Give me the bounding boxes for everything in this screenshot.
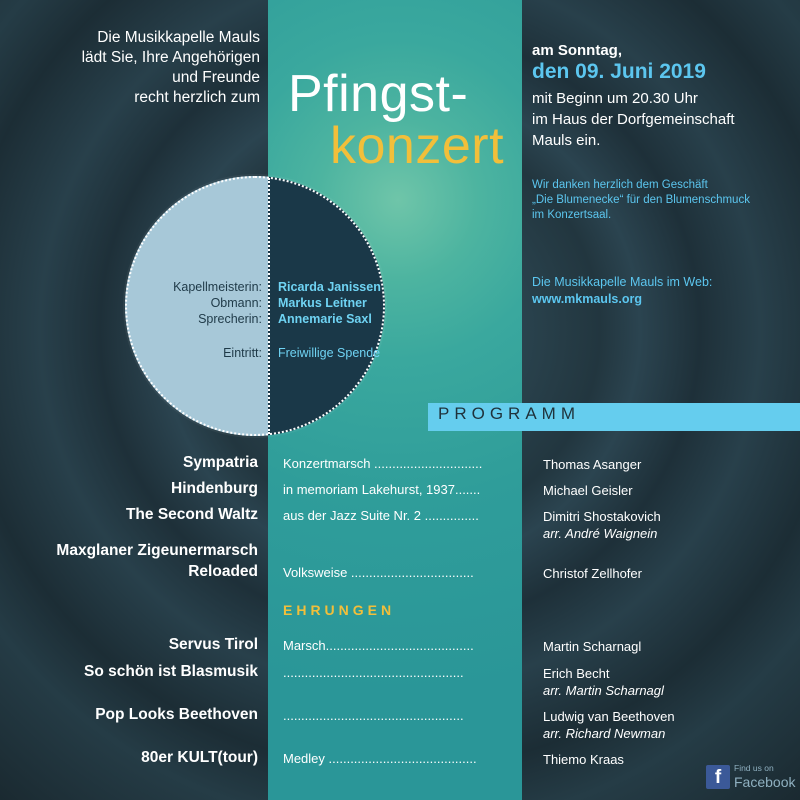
- piece-composer: Michael Geisler: [543, 483, 633, 498]
- honors-heading: EHRUNGEN: [283, 602, 396, 618]
- piece-title: 80er KULT(tour): [141, 749, 258, 766]
- facebook-caption[interactable]: Find us on: [734, 763, 774, 773]
- piece-description: aus der Jazz Suite Nr. 2 ...............: [283, 508, 479, 523]
- piece-composer: [543, 665, 664, 699]
- web-url[interactable]: www.mkmauls.org: [532, 292, 642, 306]
- piece-title: So schön ist Blasmusik: [84, 663, 258, 680]
- piece-description: in memoriam Lakehurst, 1937.......: [283, 482, 481, 497]
- invitation-line: Die Musikkapelle Mauls: [97, 29, 260, 46]
- facebook-label[interactable]: Facebook: [734, 774, 796, 790]
- piece-description: ..................................................: [283, 708, 464, 723]
- arranger-name: arr. Martin Scharnagl: [543, 683, 664, 698]
- facebook-icon[interactable]: f: [706, 765, 730, 789]
- thanks-line: im Konzertsaal.: [532, 209, 612, 221]
- entry-value: Freiwillige Spende: [278, 346, 381, 360]
- composer-name: Erich Becht: [543, 666, 610, 681]
- date-prefix: am Sonntag,: [532, 42, 623, 59]
- piece-composer: [543, 708, 675, 742]
- invitation-line: und Freunde: [172, 69, 260, 86]
- role-speaker: Sprecherin:: [198, 312, 262, 326]
- arranger-name: arr. Richard Newman: [543, 726, 666, 741]
- circle-dotted-divider: [268, 178, 270, 434]
- invitation-line: lädt Sie, Ihre Angehörigen: [81, 49, 260, 66]
- piece-title-line-1: Maxglaner Zigeunermarsch: [56, 542, 258, 559]
- program-heading: PROGRAMM: [438, 404, 580, 423]
- composer-name: Dimitri Shostakovich: [543, 509, 661, 524]
- piece-title: The Second Waltz: [125, 506, 258, 523]
- piece-composer: Thomas Asanger: [543, 457, 642, 472]
- name-chairman: Markus Leitner: [278, 296, 367, 310]
- web-label: Die Musikkapelle Mauls im Web:: [532, 275, 713, 289]
- invitation-line: recht herzlich zum: [134, 89, 260, 106]
- entry-label: Eintritt:: [223, 346, 262, 360]
- piece-title: Servus Tirol: [168, 636, 258, 653]
- piece-description: Marsch.........................................: [283, 638, 474, 653]
- event-place: Mauls ein.: [532, 132, 601, 149]
- piece-composer: Martin Scharnagl: [543, 639, 642, 654]
- event-details: [532, 88, 735, 151]
- piece-description: ..................................................: [283, 665, 464, 680]
- name-conductor: Ricarda Janissen: [278, 280, 381, 294]
- event-date: den 09. Juni 2019: [532, 60, 706, 83]
- piece-title: Sympatria: [183, 454, 258, 471]
- piece-composer: [543, 508, 661, 542]
- piece-title: Pop Looks Beethoven: [95, 706, 258, 723]
- thanks-note: [532, 178, 792, 223]
- role-chairman: Obmann:: [210, 296, 262, 310]
- web-info: [532, 274, 712, 308]
- arranger-name: arr. André Waignein: [543, 526, 658, 541]
- piece-composer: Christof Zellhofer: [543, 566, 642, 581]
- event-venue: im Haus der Dorfgemeinschaft: [532, 111, 735, 128]
- piece-title: Hindenburg: [171, 480, 258, 497]
- invitation-text: [20, 28, 260, 108]
- piece-composer: Thiemo Kraas: [543, 752, 624, 767]
- piece-title: Reloaded: [188, 563, 258, 580]
- piece-description: Konzertmarsch ..............................: [283, 456, 483, 471]
- role-conductor: Kapellmeisterin:: [173, 280, 262, 294]
- name-speaker: Annemarie Saxl: [278, 312, 372, 326]
- thanks-line: Wir danken herzlich dem Geschäft: [532, 179, 708, 191]
- event-time: mit Beginn um 20.30 Uhr: [532, 90, 698, 107]
- title-line-1: Pfingst-: [288, 65, 469, 123]
- title-line-2: konzert: [330, 117, 505, 175]
- thanks-line: „Die Blumenecke“ für den Blumenschmuck: [532, 194, 750, 206]
- piece-description: Medley .........................................: [283, 751, 477, 766]
- composer-name: Ludwig van Beethoven: [543, 709, 675, 724]
- piece-description: Volksweise ..................................: [283, 565, 474, 580]
